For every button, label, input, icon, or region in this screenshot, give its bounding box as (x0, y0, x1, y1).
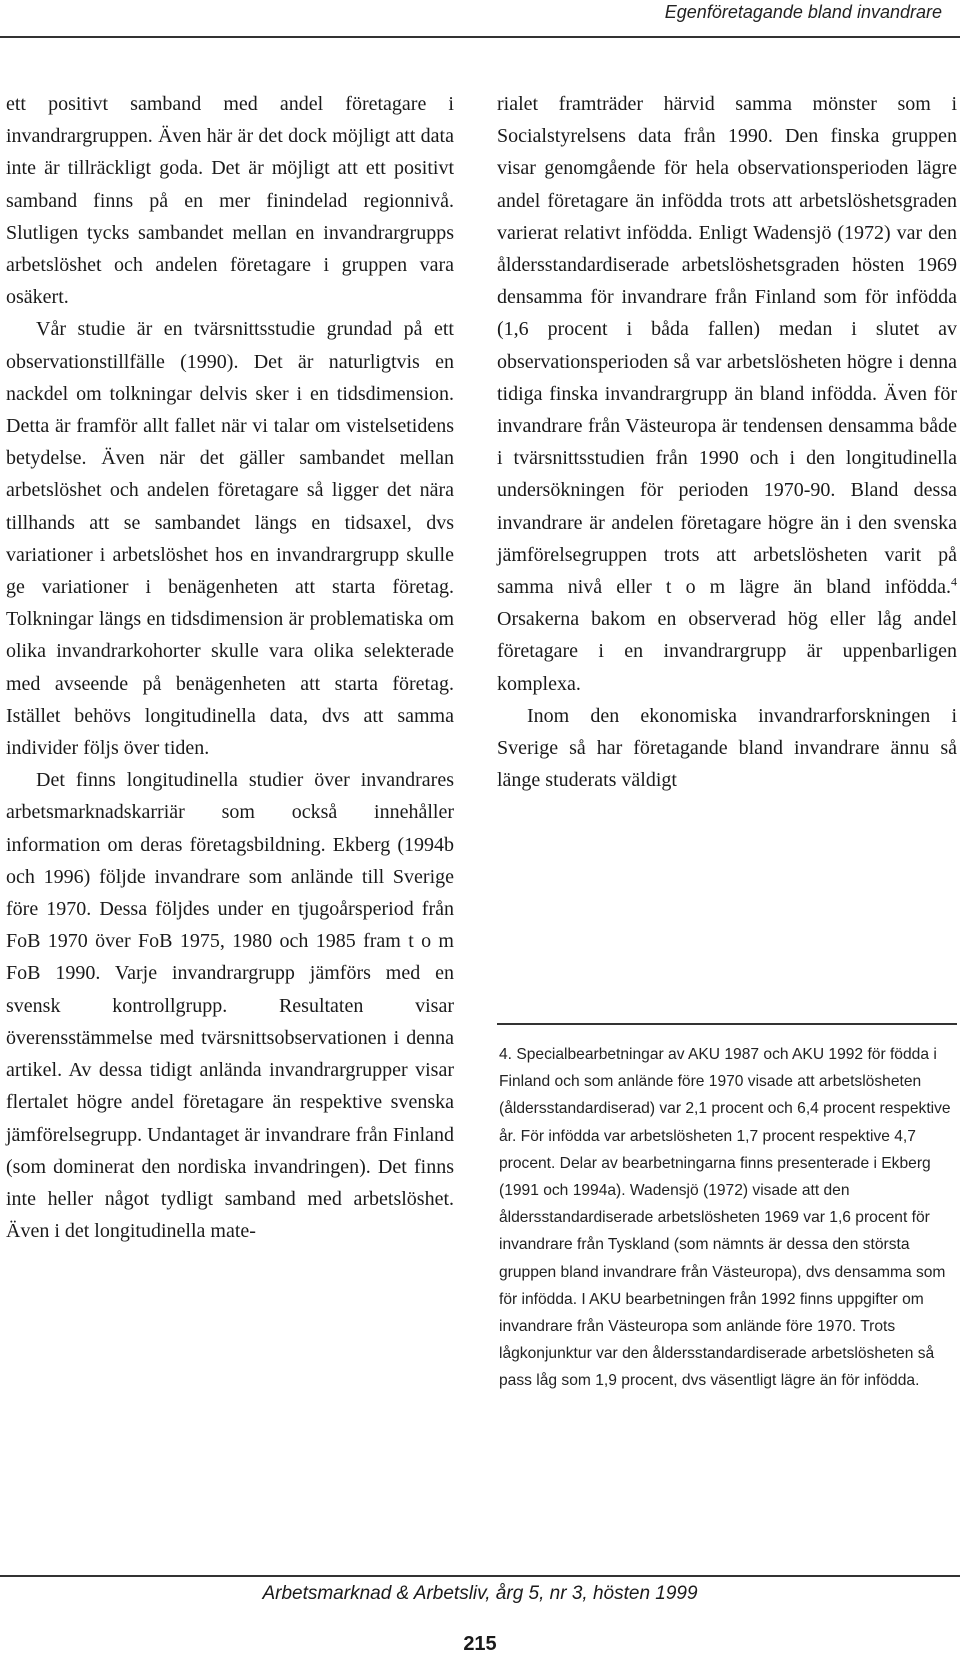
left-column (6, 88, 454, 1247)
paragraph-text: rialet framträder härvid samma mönster som i Socialstyrelsens data från 1990. Den finska gruppen visar genomgående för hela observationsperioden lägre andel företagare än infödda trots att arbetslöshetsgraden varierat relativt infödda. Enligt Wadensjö (1972) var den åldersstandardiserade arbetslöshetsgraden hösten 1969 densamma för invandrare från Finland som för infödda (1,6 procent i båda fallen) medan i slutet av observationsperioden så var arbetslösheten högre i denna tidiga finska invandrargrupp än bland infödda. Även för invandrare från Västeuropa är tendensen densamma både i tvärsnittsstudien från 1990 och i den longitudinella undersökningen för perioden 1970-90. Bland dessa invandrare är andelen företagare högre än i den svenska jämförelsegruppen trots att arbetslösheten varit på samma nivå eller t o m lägre än bland infödda. (497, 93, 957, 599)
footnote-reference[interactable]: 4 (951, 574, 957, 589)
running-title: Egenföretagande bland invandrare (664, 2, 942, 22)
paragraph: Inom den ekonomiska invandrarforskningen i Sverige så har företagande bland invandrare ännu så länge studerats väldigt (497, 704, 957, 792)
paragraph: Det finns longitudinella studier över invandrares arbetsmarknadskarriär som också innehåller information om deras företagsbildning. Ekberg (1994b och 1996) följde invandrare som anlände till Sverige före 1970. Dessa följdes under en tjugoårsperiod från FoB 1970 över FoB 1975, 1980 och 1985 fram t o m FoB 1990. Varje invandrargrupp jämförs med en svensk kontrollgrupp. Resultaten visar överensstämmelse med tvärsnittsobservationen i denna artikel. Av dessa tidigt anlända invandrargrupper visar flertalet högre andel företagare än respektive svenska jämförelsegrupp. Undantaget är invandrare från Finland (som dominerat den nordiska invandringen). Det finns inte heller något tydligt samband med arbetslöshet. Även i det longitudinella mate- (6, 769, 454, 1243)
page-number: 215 (463, 1633, 497, 1655)
header-rule (0, 36, 960, 38)
paragraph: Vår studie är en tvärsnittsstudie grundad på ett observationstillfälle (1990). Det är naturligtvis en nackdel om tolkningar delvis sker i en tidsdimension. Detta är framför allt fallet när vi talar om vistelsetidens betydelse. Även när det gäller sambandet mellan arbetslöshet och andelen företagare så ligger det nära tillhands att se sambandet längs en tidsaxel, dvs variationer i arbetslöshet hos en invandrargrupp skulle ge variationer i benägenheten att starta företag. Tolkningar längs en tidsdimension är problematiska om olika invandrarkohorter skulle vara olika selekterade med avseende på benägenheten att starta företag. Istället behövs longitudinella data, dvs att samma individer följs över tiden. (6, 318, 454, 760)
paragraph-text: Orsakerna bakom en observerad hög eller låg andel företagare i en invandrargrupp är uppenbarligen komplexa. (497, 608, 957, 695)
right-column (497, 88, 957, 796)
journal-citation: Arbetsmarknad & Arbetsliv, årg 5, nr 3, hösten 1999 (262, 1583, 698, 1604)
footnote (497, 1041, 952, 1395)
paragraph: ett positivt samband med andel företagare i invandrargruppen. Även här är det dock möjligt att data inte är tillräckligt goda. Det är möjligt att ett positivt samband finns på en mer finindelad regionnivå. Slutligen tycks sambandet mellan en invandrargrupps arbetslöshet och andelen företagare i gruppen vara osäkert. (6, 93, 454, 309)
footnote-rule (497, 1023, 957, 1025)
footnote-text: 4. Specialbearbetningar av AKU 1987 och AKU 1992 för födda i Finland och som anlände före 1970 visade att arbetslösheten (åldersstandardiserad) var 2,1 procent och 6,4 procent respektive år. För infödda var arbetslösheten 1,7 procent respektive 4,7 procent. Delar av bearbetningarna finns presenterade i Ekberg (1991 och 1994a). Wadensjö (1972) visade att den åldersstandardiserade arbetslösheten 1969 var 1,6 procent för invandrare från Tyskland (som nämnts är dessa den största gruppen bland invandrare från Västeuropa), dvs densamma som för infödda. I AKU bearbetningen från 1992 finns uppgifter om invandrare från Västeuropa som anlände före 1970. Trots lågkonjunktur var den åldersstandardiserade arbetslösheten så pass låg som 1,9 procent, dvs väsentligt lägre än för infödda. (499, 1046, 951, 1390)
footer-rule (0, 1575, 960, 1577)
paragraph (497, 88, 957, 700)
